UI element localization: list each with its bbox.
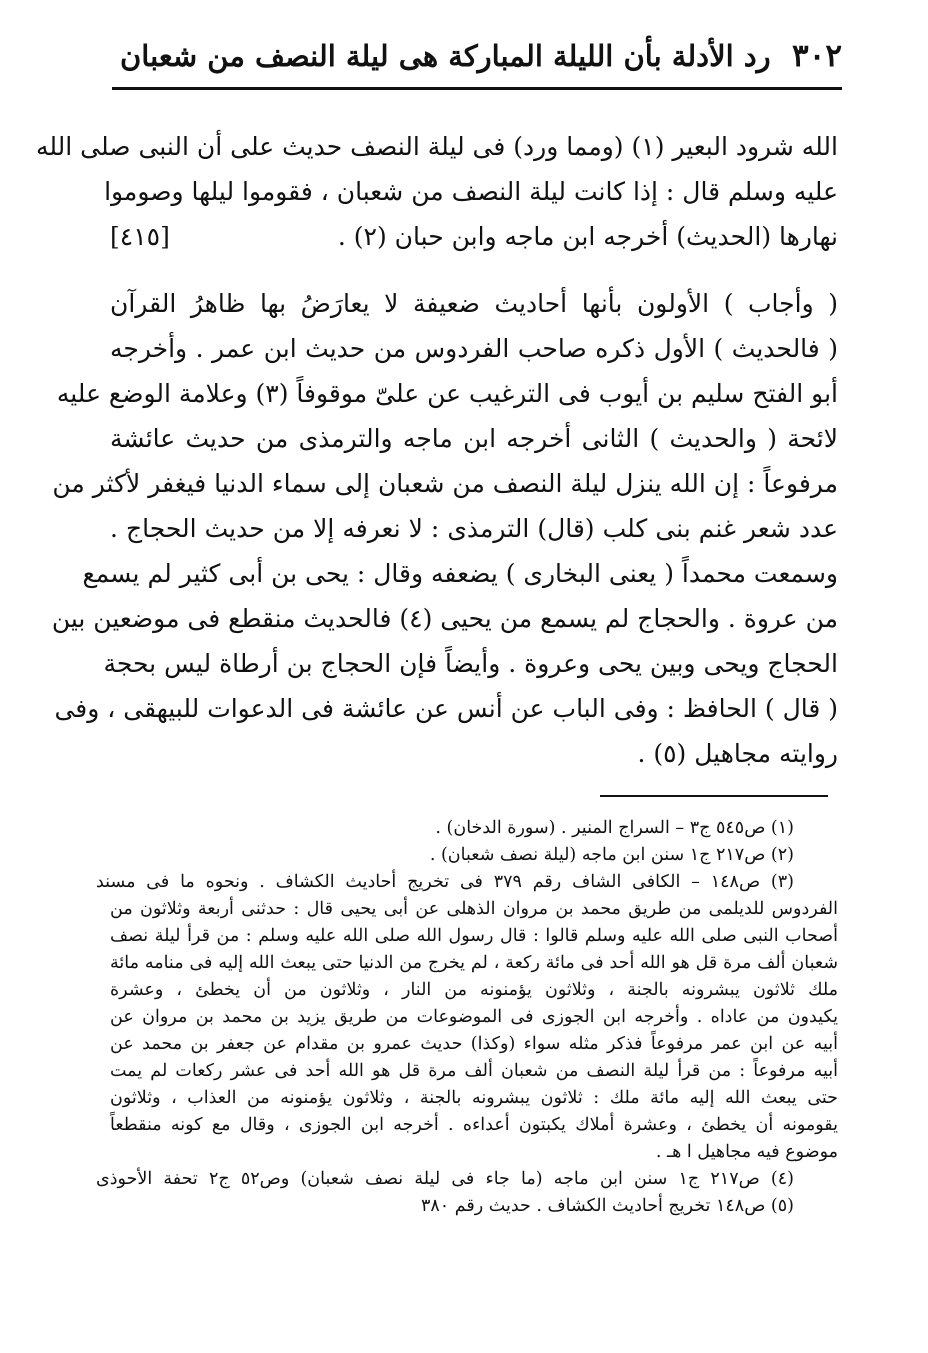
footnote-line: ملك ثلاثون يبشرونه بالجنة ، وثلاثون يؤمنونه من النار ، وثلاثون من أن يخطئ ، وعشرة [110, 980, 838, 1000]
footnote-3: (٣) ص١٤٨ – الكافى الشاف رقم ٣٧٩ فى تخريج أحاديث الكشاف . ونحوه ما فى مسند [96, 872, 794, 892]
text-line: الحجاج ويحى وبين يحى وعروة . وأيضاً فإن الحجاج بن أرطاة ليس بحجة [103, 649, 838, 678]
text-line: عليه وسلم قال : إذا كانت ليلة النصف من شعبان ، فقوموا ليلها وصوموا [104, 177, 838, 206]
text-line: روايته مجاهيل (٥) . [637, 739, 838, 768]
footnote-line: أبيه عن ابن عمر مرفوعاً فذكر مثله سواء (وكذا) حديث عمرو بن مقدام عن جعفر بن محمد عن [110, 1034, 838, 1054]
footnote-line: شعبان ألف مرة قل هو الله أحد فى مائة ركعة ، لم يخرج من الدنيا حتى يبعث الله إليه فى منامه مائة [110, 953, 838, 973]
text-line: لائحة ( والحديث ) الثانى أخرجه ابن ماجه والترمذى من حديث عائشة [110, 424, 838, 453]
text-line: الله شرود البعير (١) (ومما ورد) فى ليلة النصف حديث على أن النبى صلى الله [35, 132, 838, 161]
main-text [35, 124, 838, 776]
page-number: ٣٠٢ [792, 37, 842, 74]
paragraph-gap [110, 259, 838, 281]
text-line: مرفوعاً : إن الله ينزل ليلة النصف من شعبان إلى سماء الدنيا فيغفر لأكثر من [52, 469, 838, 498]
text-line: وسمعت محمداً ( يعنى البخارى ) يضعفه وقال : يحى بن أبى كثير لم يسمع [82, 559, 838, 588]
reference-number: [٤١٥] [110, 222, 170, 251]
footnote-line: حتى يبعث الله إليه مائة ملك : ثلاثون يبشرونه بالجنة ، وثلاثون يؤمنونه من العذاب ، وثلاثون [110, 1088, 838, 1108]
footnote-line: موضوع فيه مجاهيل ا هـ . [655, 1142, 838, 1162]
text-line: عدد شعر غنم بنى كلب (قال) الترمذى : لا نعرفه إلا من حديث الحجاج . [110, 514, 838, 543]
text-line-content: نهارها (الحديث) أخرجه ابن ماجه وابن حبان (٢) . [337, 222, 838, 251]
footnote-2: (٢) ص٢١٧ ج١ سنن ابن ماجه (ليلة نصف شعبان) . [429, 845, 794, 865]
text-line: أبو الفتح سليم بن أيوب فى الترغيب عن علىّ موقوفاً (٣) وعلامة الوضع عليه [56, 379, 838, 408]
text-line [110, 214, 838, 259]
running-title: رد الأدلة بأن الليلة المباركة هى ليلة النصف من شعبان [120, 38, 771, 73]
text-line: ( قال ) الحافظ : وفى الباب عن أنس عن عائشة فى الدعوات للبيهقى ، وفى [54, 694, 838, 723]
page-header [112, 30, 842, 90]
footnote-line: يكيدون من عاداه . وأخرجه ابن الجوزى فى الموضوعات من طريق يزيد بن محمد بن مروان عن [110, 1007, 838, 1027]
footnote-4: (٤) ص٢١٧ ج١ سنن ابن ماجه (ما جاء فى ليلة نصف شعبان) وص٥٢ ج٢ تحفة الأحوذى [96, 1169, 794, 1189]
text-line: من عروة . والحجاج لم يسمع من يحيى (٤) فالحديث منقطع فى موضعين بين [51, 604, 838, 633]
footnote-line: يقومونه أن يخطئ ، وعشرة أملاك يكبتون أعداءه . أخرجه ابن الجوزى ، وقال مع كونه منقطعاً [110, 1115, 838, 1135]
footnote-line: أبيه مرفوعاً : من قرأ ليلة النصف من شعبان ألف مرة قل هو الله أحد فى عشر ركعات لم يمت [110, 1061, 838, 1081]
text-line: ( فالحديث ) الأول ذكره صاحب الفردوس من حديث ابن عمر . وأخرجه [110, 334, 838, 363]
footnote-5: (٥) ص١٤٨ تخريج أحاديث الكشاف . حديث رقم ٣٨٠ [420, 1196, 794, 1216]
footnote-1: (١) ص٥٤٥ ج٣ – السراج المنير . (سورة الدخان) . [435, 818, 794, 838]
text-line: ( وأجاب ) الأولون بأنها أحاديث ضعيفة لا يعارَضُ بها ظاهرُ القرآن [110, 289, 838, 318]
footnote-separator [600, 795, 828, 797]
footnote-line: الفردوس للديلمى من طريق محمد بن مروان الذهلى عن أبى يحيى قال : حدثنى أربعة وثلاثون من [110, 899, 838, 919]
footnotes [96, 815, 838, 1220]
footnote-line: أصحاب النبى صلى الله عليه وسلم قالوا : قال رسول الله صلى الله عليه وسلم : من قرأ ليلة نصف [110, 926, 838, 946]
